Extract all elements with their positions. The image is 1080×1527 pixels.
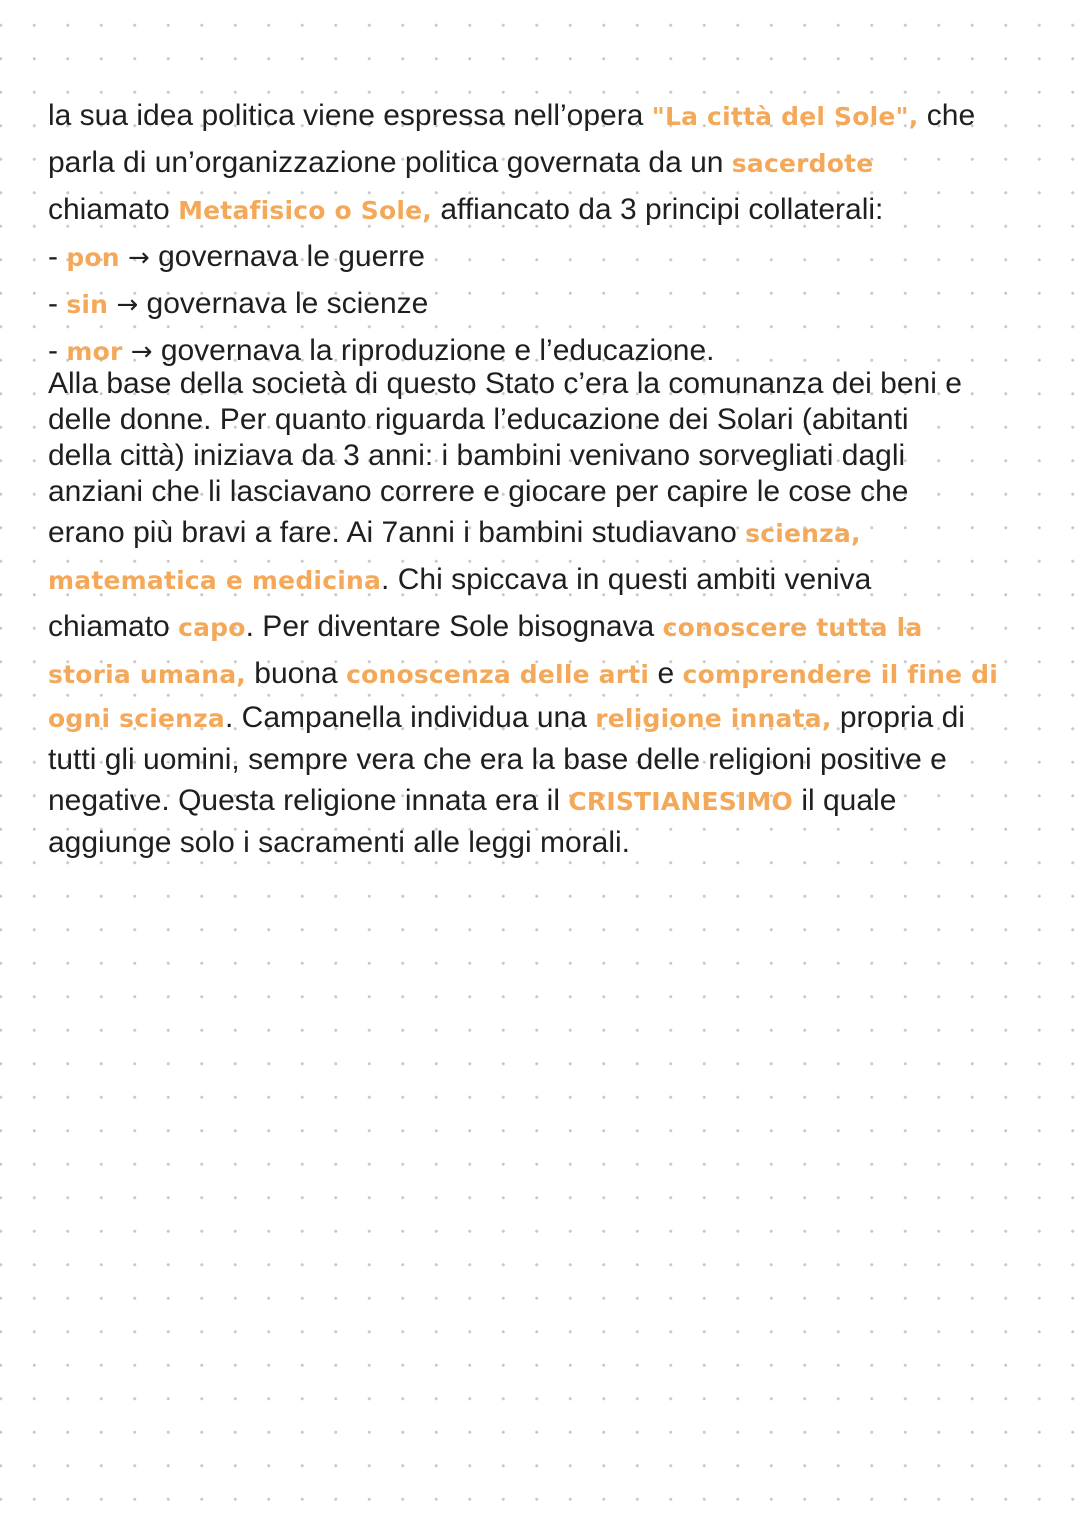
education-block xyxy=(48,510,1038,698)
text-line: anziani che li lasciavano correre e giocare per capire le cose che xyxy=(48,475,909,508)
text-line: la sua idea politica viene espressa nell’opera "La città del Sole", che xyxy=(48,99,976,132)
religion-block xyxy=(48,697,1038,863)
highlight-scienza: scienza, xyxy=(745,519,861,548)
text-line: parla di un’organizzazione politica governata da un sacerdote xyxy=(48,146,874,179)
highlight-opera: "La città del Sole", xyxy=(651,102,919,131)
arrow-right-icon: → xyxy=(119,243,159,273)
highlight-storia: storia umana, xyxy=(48,660,246,689)
highlight-cristianesimo: CRISTIANESIMO xyxy=(568,787,793,816)
highlight-capo: capo xyxy=(178,613,246,642)
highlight-religione: religione innata, xyxy=(595,704,832,733)
list-item: - pon → governava le guerre xyxy=(48,240,425,273)
highlight-mor: mor xyxy=(66,337,123,366)
highlight-conoscere: conoscere tutta la xyxy=(662,613,923,642)
highlight-sacerdote: sacerdote xyxy=(731,149,874,178)
list-item: - mor → governava la riproduzione e l’educazione. xyxy=(48,334,715,367)
highlight-ogni-scienza: ogni scienza xyxy=(48,704,225,733)
text-line: storia umana, buona conoscenza delle arti e comprendere il fine di xyxy=(48,657,999,690)
highlight-matematica: matematica e medicina xyxy=(48,566,382,595)
text-line: chiamato Metafisico o Sole, affiancato da 3 principi collaterali: xyxy=(48,193,884,226)
list-item: - sin → governava le scienze xyxy=(48,287,429,320)
arrow-right-icon: → xyxy=(108,290,147,320)
text-line: tutti gli uomini, sempre vera che era la base delle religioni positive e xyxy=(48,743,947,776)
text-line: chiamato capo. Per diventare Sole bisognava conoscere tutta la xyxy=(48,610,923,643)
highlight-fine: comprendere il fine di xyxy=(682,660,999,689)
text-line: negative. Questa religione innata era il CRISTIANESIMO il quale xyxy=(48,784,897,817)
text-line: della città) iniziava da 3 anni: i bambini venivano sorvegliati dagli xyxy=(48,439,906,472)
text-line: delle donne. Per quanto riguarda l’educazione dei Solari (abitanti xyxy=(48,403,909,436)
text-line: Alla base della società di questo Stato c’era la comunanza dei beni e xyxy=(48,367,962,400)
text-line: erano più bravi a fare. Ai 7anni i bambini studiavano scienza, xyxy=(48,516,861,549)
highlight-arti: conoscenza delle arti xyxy=(346,660,650,689)
society-block xyxy=(48,366,1038,510)
highlight-metafisico: Metafisico o Sole, xyxy=(178,196,433,225)
highlight-pon: pon xyxy=(66,243,120,272)
arrow-right-icon: → xyxy=(122,337,161,367)
text-line: aggiunge solo i sacramenti alle leggi morali. xyxy=(48,826,630,859)
highlight-sin: sin xyxy=(66,290,109,319)
intro-block xyxy=(48,93,1038,375)
text-line: matematica e medicina. Chi spiccava in questi ambiti veniva xyxy=(48,563,872,596)
text-line: ogni scienza. Campanella individua una religione innata, propria di xyxy=(48,701,965,734)
